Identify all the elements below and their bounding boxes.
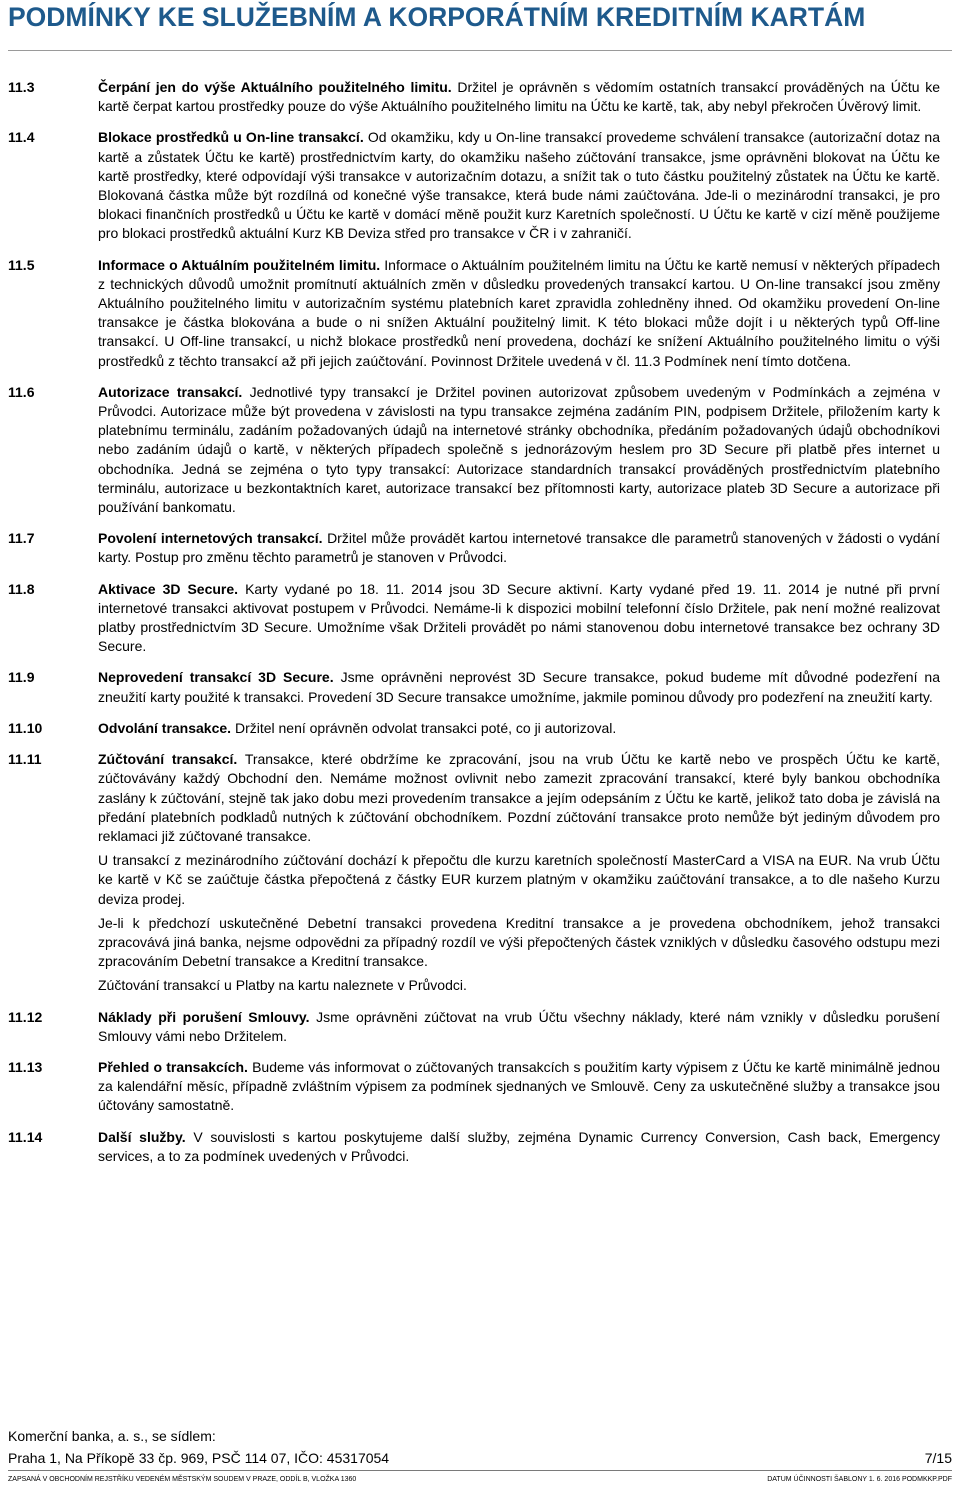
section-text: Budeme vás informovat o zúčtovaných transakcích s použitím karty výpisem z Účtu ke kartě minimálně jednou za kalendářní měsíc, případně zvláštním výpisem za podmínek sjednaných ve Smlouvě. Ceny za uskutečněné služby a transakce jsou účtovány samostatně. [98,1058,940,1114]
section-paragraph [98,128,940,243]
section-11-4 [8,128,940,243]
section-paragraph [98,914,940,972]
page-title: PODMÍNKY KE SLUŽEBNÍM A KORPORÁTNÍM KREDITNÍM KARTÁM [8,2,866,32]
section-paragraph [98,668,940,706]
section-text: Jednotlivé typy transakcí je Držitel povinen autorizovat způsobem uvedeným v Podmínkách a zejména v Průvodci. Autorizace může být provedena v závislosti na typu transakce zejména zadáním PIN, podpisem Držitele, přiložením karty k platebnímu terminálu, zadáním požadovaných údajů na internetové stránky obchodníka, předáním požadovaných údajů obchodníkovi nebo zadáním údajů o kartě, v některých případech společně s jednorázovým heslem pro 3D Secure při platbě přes internet u obchodníka. Jedná se zejména o tyto typy transakcí: Autorizace standardních transakcí prováděných prostřednictvím platebního terminálu, autorizace u bezkontaktních karet, autorizace transakcí bez přítomnosti karty, autorizace plateb 3D Secure a autorizace při používání bankomatu. [98,383,940,516]
section-text: Jsme oprávněni zúčtovat na vrub Účtu všechny náklady, které nám vznikly v důsledku porušení Smlouvy vámi nebo Držitelem. [98,1008,941,1044]
section-paragraph [98,78,940,116]
section-text: Držitel není oprávněn odvolat transakci poté, co ji autorizoval. [234,719,617,736]
section-11-11 [8,750,940,995]
section-heading: Náklady při porušení Smlouvy. [98,1008,310,1025]
section-body [98,78,940,116]
section-number: 11.12 [8,1008,43,1025]
section-paragraph [98,1058,940,1116]
section-heading: Autorizace transakcí. [98,383,243,400]
footer-registry: ZAPSANÁ V OBCHODNÍM REJSTŘÍKU VEDENÉM MĚSTSKÝM SOUDEM V PRAZE, ODDÍL B, VLOŽKA 1360 [8,1476,357,1483]
section-text: V souvislosti s kartou poskytujeme další služby, zejména Dynamic Currency Conversion, Cash back, Emergency services, a to za podmínek uvedených v Průvodci. [98,1128,940,1164]
section-11-13 [8,1058,940,1116]
section-body [98,128,940,243]
footer-address: Praha 1, Na Příkopě 33 čp. 969, PSČ 114 07, IČO: 45317054 [8,1450,390,1466]
section-11-8 [8,580,940,657]
section-text: Transakce, které obdržíme ke zpracování, jsou na vrub Účtu ke kartě nebo ve prospěch Účtu ke kartě, zúčtovávány každý Obchodní den. Nemáme možnost ovlivnit nebo zamezit zpracování transakcí, které byly bankou obchodníka zaslány k zúčtování, stejně tak jako dobu mezi provedením transakce a jejím odepsáním z Účtu ke kartě, jelikož tato doba je závislá na předání platebních podkladů nutných k zúčtování obchodníkem. Pozdní zúčtování transakce proto nemůže být jediným důvodem pro reklamaci již zúčtované transakce. [98,751,940,844]
section-number: 11.5 [8,256,35,273]
section-text: Informace o Aktuálním použitelném limitu na Účtu ke kartě nemusí v některých případech z technických důvodů umožnit promítnutí aktuálních změn v důsledku provedených transakcí kartou. U On-line transakcí jsou změny Aktuálního použitelného limitu v autorizačním systému platebních karet zpravidla zohledněny ihned. Od okamžiku provedení On-line transakce je částka blokována a bude o ni snížen Aktuální použitelný limit. K této blokaci může dojít i u některých typů Off-line transakcí. U Off-line transakcí, u nichž blokace prostředků není provedena, dochází ke snížení Aktuálního použitelného limitu o výši prostředků z těchto transakcí až při jejich zaúčtování. Povinnost Držitele uvedená v čl. 11.3 Podmínek není tímto dotčena. [98,256,940,369]
section-text: Držitel je oprávněn s vědomím ostatních transakcí prováděných na Účtu ke kartě čerpat kartou prostředky pouze do výše Aktuálního použitelného limitu na Účtu ke kartě, tak, aby nebyl překročen Úvěrový limit. [98,79,940,115]
section-number: 11.11 [8,751,42,768]
section-body [98,580,940,657]
section-number: 11.4 [8,129,35,146]
section-text: Zúčtování transakcí u Platby na kartu naleznete v Průvodci. [98,977,467,994]
section-body [98,256,940,371]
section-11-12 [8,1008,940,1046]
section-text: Karty vydané po 18. 11. 2014 jsou 3D Secure aktivní. Karty vydané před 19. 11. 2014 je nutné při první internetové transakci aktivovat postupem v Průvodci. Nemáme-li k dispozici mobilní telefonní číslo Držitele, pak není možné realizovat platby prostřednictvím 3D Secure. Umožníme však Držiteli provádět po námi stanovenou dobu internetové transakce bez ochrany 3D Secure. [98,580,941,655]
section-11-6 [8,383,940,517]
section-heading: Přehled o transakcích. [98,1058,248,1075]
section-paragraph [98,383,940,517]
section-heading: Povolení internetových transakcí. [98,530,323,547]
section-heading: Další služby. [98,1128,186,1145]
section-paragraph [98,256,940,371]
section-number: 11.14 [8,1128,43,1145]
footer-divider [8,1470,952,1471]
section-11-14 [8,1128,940,1166]
section-body [98,1008,940,1046]
footer-validity: DATUM ÚČINNOSTI ŠABLONY 1. 6. 2016 PODMKKP.PDF [767,1476,952,1483]
section-heading: Zúčtování transakcí. [98,751,238,768]
section-body [98,1058,940,1116]
section-heading: Odvolání transakce. [98,719,232,736]
section-text: Je-li k předchozí uskutečněné Debetní transakci provedena Kreditní transakce a je provedena obchodníkem, jehož transakci zpracovává jiná banka, nejsme odpovědni za případný rozdíl ve výši přepočtených částek vzniklých v důsledku časového odstupu mezi zpracováním Debetní transakce a Kreditní transakce. [98,914,940,970]
section-text: Držitel může provádět kartou internetové transakce dle parametrů stanovených v žádosti o vydání karty. Postup pro změnu těchto parametrů je stanoven v Průvodci. [98,530,940,566]
section-body [98,529,940,567]
section-number: 11.7 [8,530,35,547]
section-heading: Blokace prostředků u On-line transakcí. [98,129,364,146]
page-number: 7/15 [924,1450,952,1466]
section-paragraph [98,750,940,846]
section-heading: Neprovedení transakcí 3D Secure. [98,669,334,686]
section-11-9 [8,668,940,706]
section-11-5 [8,256,940,371]
section-paragraph [98,976,940,995]
section-number: 11.13 [8,1058,43,1075]
section-text: Jsme oprávněni neprovést 3D Secure transakce, pokud budeme mít důvodné podezření na zneužití karty použité k transakci. Provedení 3D Secure transakce umožníme, jakmile pominou důvody pro podezření na zneužití karty. [98,669,940,705]
section-body [98,719,940,738]
section-text: U transakcí z mezinárodního zúčtování dochází k přepočtu dle kurzu karetních společností MasterCard a VISA na EUR. Na vrub Účtu ke kartě v Kč se zaúčtuje částka přepočtená z částky EUR kurzem platným v okamžiku zaúčtování transakce, a to dle našeho Kurzu deviza prodej. [98,852,940,907]
section-11-3 [8,78,940,116]
section-heading: Aktivace 3D Secure. [98,580,239,597]
section-body [98,668,940,706]
section-body [98,383,940,517]
section-heading: Informace o Aktuálním použitelném limitu. [98,256,381,273]
title-divider [8,50,952,51]
section-number: 11.10 [8,719,43,736]
section-paragraph [98,1008,940,1046]
section-number: 11.3 [8,79,35,95]
section-paragraph [98,529,940,567]
section-paragraph [98,851,940,909]
section-paragraph [98,580,940,657]
section-11-10 [8,719,940,738]
section-paragraph [98,719,940,738]
section-number: 11.6 [8,383,35,400]
footer-company: Komerční banka, a. s., se sídlem: [8,1428,216,1444]
terms-sections [8,78,940,1178]
section-11-7 [8,529,940,567]
section-paragraph [98,1128,940,1166]
section-number: 11.8 [8,580,35,597]
section-body [98,750,940,995]
section-heading: Čerpání jen do výše Aktuálního použitelného limitu. [98,79,452,95]
section-number: 11.9 [8,669,35,686]
section-body [98,1128,940,1166]
section-text: Od okamžiku, kdy u On-line transakcí provedeme schválení transakce (autorizační dotaz na kartě a zůstatek Účtu ke kartě) prostřednictvím karty, do okamžiku našeho zúčtování transakce, jsme oprávněni blokovat na Účtu ke kartě prostředky, které odpovídají výši transakce v autorizačním dotazu, a snížit tak o tuto částku použitelný zůstatek na Účtu ke kartě. Blokovaná částka může být rozdílná od konečné výše transakce, která bude námi zaúčtována. Jde-li o mezinárodní transakci, je pro blokaci finančních prostředků u Účtu ke kartě v domácí měně použit kurz Karetních společností. U Účtu ke kartě v cizí měně použijeme pro blokaci prostředků aktuální Kurz KB Deviza střed pro transakce v ČR i v zahraničí. [98,129,940,242]
